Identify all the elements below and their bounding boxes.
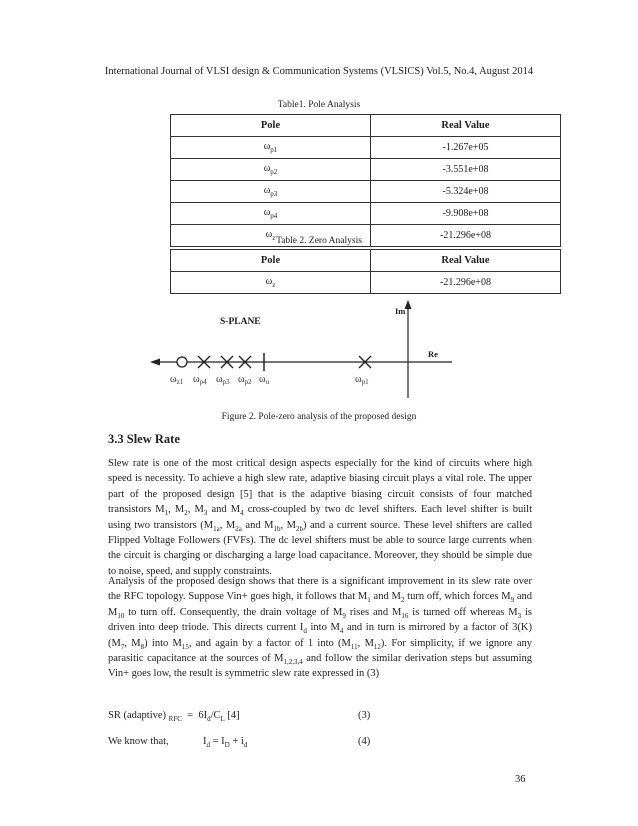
pole-symbol: $\omega_{p1}$ xyxy=(171,137,371,159)
marker-label-u: $\omega_u$ xyxy=(259,374,270,386)
column-header-real-value: Real Value xyxy=(371,250,561,272)
marker-label-p2: $\omega_{p2}$ xyxy=(238,374,252,386)
table-header-row xyxy=(171,115,561,137)
paragraph-slew-rate-intro: Slew rate is one of the most critical design aspects especially for the kind of circuits where high speed is necessity. To achieve a high slew rate, adaptive biasing circuit plays a vital role. The upper part of the proposed design [5] that is the adaptive biasing circuit consists of four matched transistors $M_1$, $M_2$, $M_3$ and $M_4$ cross-coupled by two dc level shifters. Each level shifter is built using two transistors ($M_{1a}$, $M_{2a}$ and $M_{1b}$, $M_{2b}$) and a current source. These level shifters are called Flipped Voltage Followers (FVFs). The dc level shifters must be able to source large currents when the circuit is charging or discharging a large load capacitance. Moreover, they should be simple due to noise, speed, and supply constraints. xyxy=(108,458,533,577)
pole-value: -21.296e+08 xyxy=(371,225,561,247)
figure-caption: Figure 2. Pole-zero analysis of the proposed design xyxy=(221,412,417,422)
table-row xyxy=(171,203,561,225)
zero-value: -21.296e+08 xyxy=(371,272,561,294)
table-row xyxy=(171,181,561,203)
column-header-pole: Pole xyxy=(171,250,371,272)
page-number: 36 xyxy=(515,774,526,785)
pole-symbol: $\omega_z$ xyxy=(171,225,371,247)
marker-label-p4: $\omega_{p4}$ xyxy=(193,374,207,386)
marker-label-z1: $\omega_{z1}$ xyxy=(170,374,184,386)
zero-marker-z1 xyxy=(177,357,187,367)
pole-symbol: $\omega_{p2}$ xyxy=(171,159,371,181)
equation-4-prefix: We know that, xyxy=(108,736,169,747)
equation-4-body: $I_d = I_D + i_d$ xyxy=(203,736,248,750)
paragraph-slew-rate-analysis: Analysis of the proposed design shows that there is a significant improvement in its slew rate over the RFC topology. Suppose Vin+ goes high, it follows that $M_1$ and $M_2$ turn off, which forces $M_9$ and $M_{10}$ to turn off. Consequently, the drain voltage of $M_9$ rises and $M_{16}$ is turned off whereas $M_3$ is driven into deep triode. This directs current $I_d$ into $M_4$ and in turn is mirrored by a factor of 3(K) ($M_7$, $M_8$) into $M_{15}$, and again by a factor of 1 into ($M_{11}$, $M_{12}$). For simplicity, if we ignore any parasitic capacitance at the sources of $M_{1,2,3,4}$ and follow the similar derivation steps but assuming Vin+ goes low, the result is symmetric slew rate expressed in (3) xyxy=(108,576,533,680)
imaginary-axis-arrow-icon xyxy=(405,300,412,309)
real-axis-arrow-icon xyxy=(150,359,160,366)
pole-value: -1.267e+05 xyxy=(371,137,561,159)
pole-analysis-table xyxy=(170,114,561,247)
marker-label-p3: $\omega_{p3}$ xyxy=(216,374,230,386)
pole-value: -3.551e+08 xyxy=(371,159,561,181)
re-axis-label: Re xyxy=(428,349,438,359)
pole-symbol: $\omega_{p3}$ xyxy=(171,181,371,203)
im-axis-label: Im xyxy=(395,306,406,316)
table1-caption: Table1. Pole Analysis xyxy=(277,100,361,110)
table-row xyxy=(171,159,561,181)
zero-analysis-table xyxy=(170,249,561,294)
zero-symbol: $\omega_z$ xyxy=(171,272,371,294)
equation-4-number: (4) xyxy=(358,736,371,747)
marker-label-p1: $\omega_{p1}$ xyxy=(355,374,369,386)
equation-3-lhs: SR (adaptive) $_{RFC} = 6I_d/C_L$ [4] xyxy=(108,710,240,724)
pole-symbol: $\omega_{p4}$ xyxy=(171,203,371,225)
equation-3-number: (3) xyxy=(358,710,371,721)
column-header-real-value: Real Value xyxy=(371,115,561,137)
column-header-pole: Pole xyxy=(171,115,371,137)
section-heading: 3.3 Slew Rate xyxy=(108,432,180,446)
pole-value: -9.908e+08 xyxy=(371,203,561,225)
pole-zero-diagram xyxy=(0,290,638,400)
table-header-row xyxy=(171,250,561,272)
journal-header: International Journal of VLSI design & Communication Systems (VLSICS) Vol.5, No.4, August 2014 xyxy=(104,66,534,77)
table-row xyxy=(171,137,561,159)
table2-caption: Table 2. Zero Analysis xyxy=(276,236,362,246)
s-plane-label: S-PLANE xyxy=(220,317,261,327)
pole-value: -5.324e+08 xyxy=(371,181,561,203)
